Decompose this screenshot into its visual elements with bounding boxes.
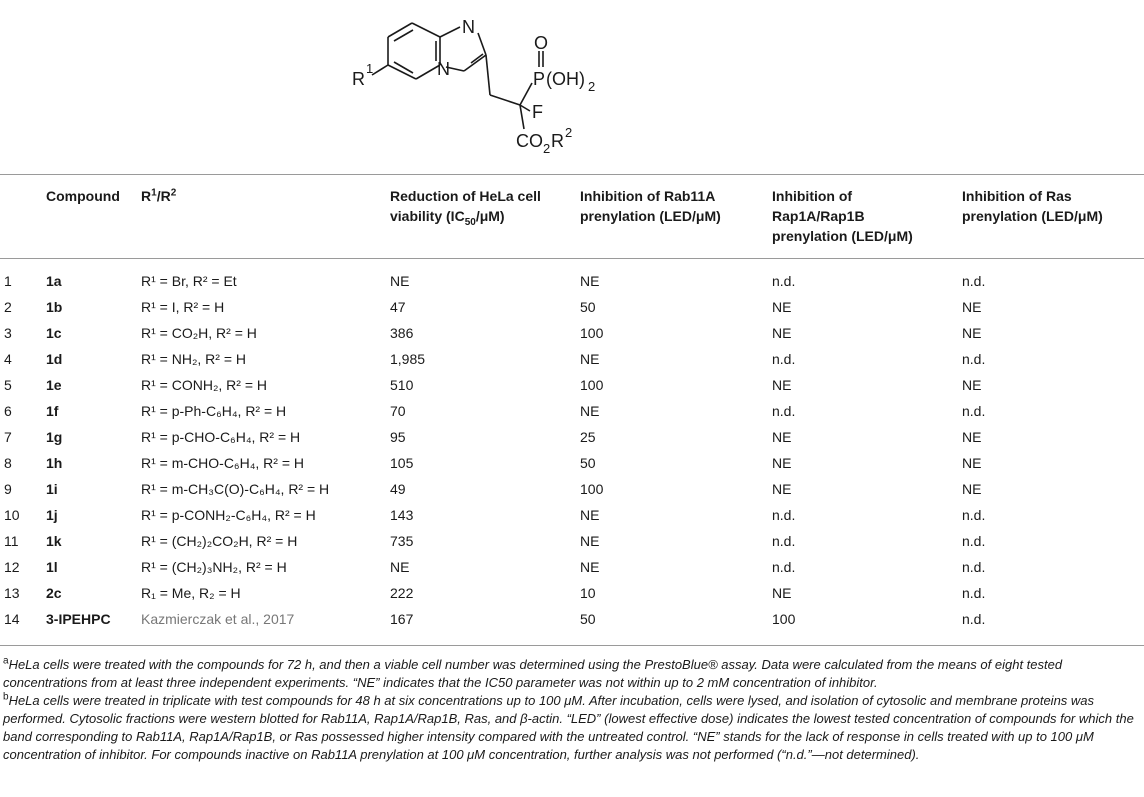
table-bottom-rule [0,645,1144,646]
ras-value: n.d. [962,273,986,289]
rap1-value: NE [772,585,792,601]
table-row [0,374,1144,400]
rab11a-value: 100 [580,377,604,393]
header-rap1: Inhibition of Rap1A/Rap1B prenylation (LED/μM) [772,188,913,244]
header-bottom-rule [0,258,1144,259]
substituents: R¹ = m-CHO-C₆H₄, R² = H [141,455,305,471]
ic50-value: 167 [390,611,414,627]
ic50-value: 386 [390,325,414,341]
rap1-value: NE [772,429,792,445]
ras-value: n.d. [962,559,986,575]
atom-n-top: N [462,17,475,37]
table-row [0,348,1144,374]
rab11a-value: NE [580,351,600,367]
footnote-a-text: HeLa cells were treated with the compounds for 72 h, and then a viable cell number was determined using the PrestoBlue® assay. Data were calculated from the means of eight tested concentrations from at least three independent experiments. “NE” indicates that the IC50 parameter was not within up to 2 mM concentration of inhibitor. [3,657,1063,690]
footnote-b-text: HeLa cells were treated in triplicate with test compounds for 48 h at six concentrations up to 100 μM. After incubation, cells were lysed, and isolation of cytosolic and membrane proteins was performed. Cytosolic fractions were western blotted for Rab11A, Rap1A/Rap1B, Ras, and β-actin. “LED” (lowest effective dose) indicates the lowest tested concentration of compounds for which the band corresponding to Rab11A, Rap1A/Rap1B, or Ras possessed higher intensity compared with the untreated control. “NE” stands for the lack of response in cells treated with up to 100 μM concentration of inhibitor. For compounds inactive on Rab11A prenylation at 100 μM concentration, further analysis was not performed (“n.d.”—not determined). [3,693,1134,762]
table-row [0,478,1144,504]
row-number: 11 [4,533,19,549]
substituents: R¹ = p-CONH₂-C₆H₄, R² = H [141,507,316,523]
chemical-structure [340,5,600,165]
row-number: 8 [4,455,12,471]
ras-value: n.d. [962,507,986,523]
rab11a-value: NE [580,559,600,575]
footnote-a [3,656,1139,692]
ic50-value: 222 [390,585,414,601]
table-row [0,322,1144,348]
atom-oh-subscript: 2 [588,79,596,94]
table-row [0,582,1144,608]
rab11a-value: 100 [580,481,604,497]
row-number: 6 [4,403,12,419]
rap1-value: n.d. [772,533,796,549]
rab11a-value: NE [580,403,600,419]
ic50-value: 1,985 [390,351,426,367]
compound-id: 3-IPEHPC [46,611,111,627]
table-row [0,400,1144,426]
rap1-value: n.d. [772,559,796,575]
rap1-value: NE [772,325,792,341]
rab11a-value: NE [580,533,600,549]
ras-value: n.d. [962,611,986,627]
header-substituents: $R^1/R^2$ [141,187,177,204]
ras-value: NE [962,325,982,341]
footnote-b-label: b [3,691,9,703]
row-number: 5 [4,377,12,393]
header-ras: Inhibition of Ras prenylation (LED/μM) [962,188,1103,224]
compound-id: 1g [46,429,63,445]
ras-value: n.d. [962,585,986,601]
row-number: 14 [4,611,20,627]
rab11a-value: 50 [580,611,596,627]
rab11a-value: 100 [580,325,604,341]
substituents: R¹ = I, R² = H [141,299,225,315]
table-row [0,426,1144,452]
table-row [0,556,1144,582]
row-number: 10 [4,507,20,523]
compound-id: 1e [46,377,62,393]
atom-r1: R [352,69,365,89]
ras-value: n.d. [962,351,986,367]
substituents: R₁ = Me, R₂ = H [141,585,241,601]
atom-n-bridge: N [437,59,450,79]
row-number: 2 [4,299,12,315]
table-row [0,608,1144,634]
ras-value: NE [962,481,982,497]
rap1-value: NE [772,481,792,497]
rap1-value: NE [772,299,792,315]
header-compound: Compound [46,188,120,204]
substituents: R¹ = CO₂H, R² = H [141,325,257,341]
atom-co: CO [516,131,543,151]
header-rab11a: Inhibition of Rab11A prenylation (LED/μM) [580,188,721,224]
row-number: 7 [4,429,12,445]
table-footnotes [3,656,1139,764]
footnote-a-label: a [3,655,9,667]
substituents: R¹ = p-CHO-C₆H₄, R² = H [141,429,301,445]
table-row [0,452,1144,478]
compound-id: 1k [46,533,62,549]
substituents: R¹ = (CH₂)₂CO₂H, R² = H [141,533,298,549]
ic50-value: 105 [390,455,414,471]
compound-id: 1a [46,273,62,289]
compound-id: 1d [46,351,63,367]
substituents: R¹ = m-CH₃C(O)-C₆H₄, R² = H [141,481,330,497]
atom-p: P [533,69,546,89]
rab11a-value: 10 [580,585,596,601]
ic50-value: 49 [390,481,406,497]
compound-id: 1c [46,325,62,341]
ras-value: n.d. [962,403,986,419]
compound-id: 1j [46,507,58,523]
ic50-value: 143 [390,507,414,523]
atom-oh: (OH) [546,69,585,89]
substituents: R¹ = Br, R² = Et [141,273,237,289]
rap1-value: n.d. [772,351,796,367]
compound-id: 2c [46,585,62,601]
rab11a-value: 50 [580,299,596,315]
row-number: 4 [4,351,12,367]
rap1-value: n.d. [772,403,796,419]
rap1-value: NE [772,377,792,393]
rap1-value: n.d. [772,507,796,523]
row-number: 13 [4,585,20,601]
atom-o: O [534,33,549,53]
compound-id: 1l [46,559,58,575]
substituents: R¹ = (CH₂)₃NH₂, R² = H [141,559,287,575]
ic50-value: 70 [390,403,406,419]
ic50-value: 47 [390,299,406,315]
ic50-value: 735 [390,533,414,549]
atom-co-subscript: 2 [543,141,551,156]
ras-value: NE [962,455,982,471]
rab11a-value: 50 [580,455,596,471]
atom-f: F [532,102,543,122]
table-row [0,504,1144,530]
ras-value: NE [962,377,982,393]
ic50-value: 510 [390,377,414,393]
citation-link[interactable]: Kazmierczak et al., 2017 [141,611,295,627]
ic50-value: 95 [390,429,406,445]
rap1-value: NE [772,455,792,471]
row-number: 3 [4,325,12,341]
ic50-value: NE [390,273,410,289]
ras-value: n.d. [962,533,986,549]
row-number: 12 [4,559,20,575]
substituents: R¹ = p-Ph-C₆H₄, R² = H [141,403,287,419]
compound-id: 1f [46,403,59,419]
table-top-rule [0,174,1144,175]
rab11a-value: NE [580,507,600,523]
substituents: R¹ = CONH₂, R² = H [141,377,267,393]
atom-r2-superscript: 2 [565,125,573,140]
atom-r1-superscript: 1 [366,61,374,76]
ras-value: NE [962,429,982,445]
rap1-value: n.d. [772,273,796,289]
row-number: 9 [4,481,12,497]
atom-r2: R [551,131,564,151]
header-hela-viability: Reduction of HeLa cell viability $(IC_{50}/\mu M)$ [390,188,541,228]
footnote-b [3,692,1139,764]
substituents: R¹ = NH₂, R² = H [141,351,246,367]
ic50-value: NE [390,559,410,575]
rab11a-value: 25 [580,429,596,445]
ras-value: NE [962,299,982,315]
rap1-value: 100 [772,611,796,627]
row-number: 1 [4,273,12,289]
rab11a-value: NE [580,273,600,289]
compound-id: 1i [46,481,58,497]
table-row [0,296,1144,322]
table-row [0,270,1144,296]
compound-id: 1h [46,455,63,471]
table-row [0,530,1144,556]
compound-id: 1b [46,299,63,315]
